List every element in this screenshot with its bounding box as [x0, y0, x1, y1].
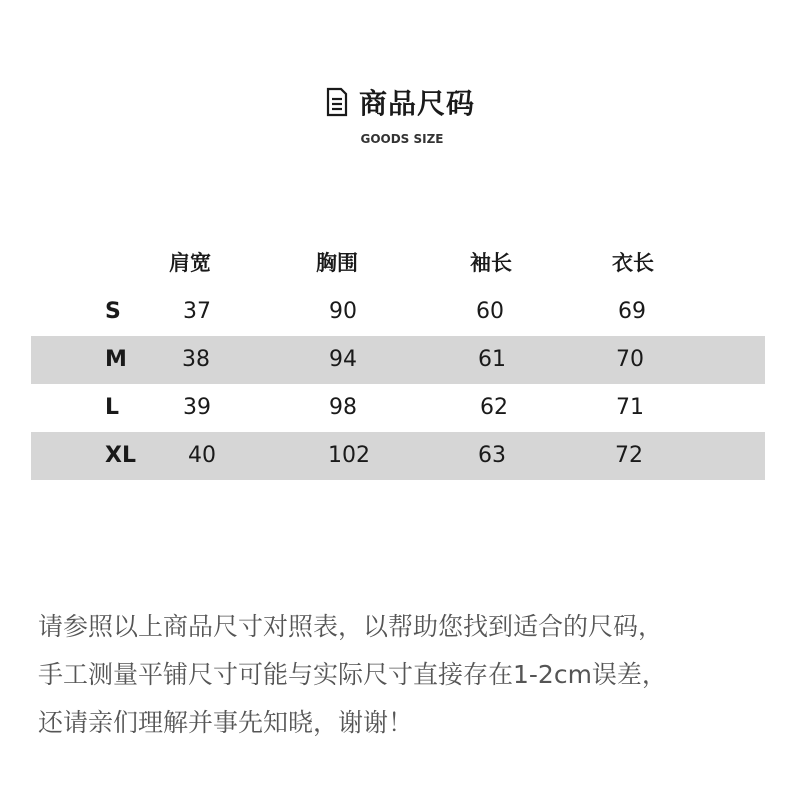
table-row	[31, 384, 765, 432]
sleeve-value: 63	[478, 443, 506, 468]
column-header-sleeve: 袖长	[470, 251, 512, 275]
shoulder-value: 38	[182, 347, 210, 372]
chest-value: 98	[329, 395, 357, 420]
chest-value: 94	[329, 347, 357, 372]
page-subtitle: GOODS SIZE	[360, 132, 444, 146]
length-value: 70	[616, 347, 644, 372]
table-row	[31, 432, 765, 480]
size-label: S	[105, 299, 121, 324]
title-row	[325, 82, 475, 122]
size-label: L	[105, 395, 120, 420]
length-value: 71	[616, 395, 644, 420]
page-title: 商品尺码	[358, 87, 475, 120]
table-row	[31, 336, 765, 384]
shoulder-value: 40	[188, 443, 216, 468]
column-header-shoulder: 肩宽	[169, 251, 211, 275]
document-icon	[325, 87, 349, 117]
sleeve-value: 62	[480, 395, 508, 420]
chest-value: 102	[328, 443, 370, 468]
note-line: 还请亲们理解并事先知晓，谢谢！	[38, 708, 414, 737]
size-table	[31, 240, 765, 480]
shoulder-value: 39	[183, 395, 211, 420]
table-header-row	[31, 240, 765, 288]
page-header	[0, 82, 800, 146]
column-header-length: 衣长	[612, 251, 654, 275]
length-value: 72	[615, 443, 643, 468]
shoulder-value: 37	[183, 299, 211, 324]
size-label: M	[105, 347, 127, 372]
note-line: 手工测量平铺尺寸可能与实际尺寸直接存在1-2cm误差，	[38, 660, 667, 689]
sleeve-value: 60	[476, 299, 504, 324]
column-header-chest: 胸围	[316, 251, 358, 275]
sleeve-value: 61	[478, 347, 506, 372]
chest-value: 90	[329, 299, 357, 324]
size-label: XL	[105, 443, 136, 468]
size-note	[38, 603, 788, 747]
table-row	[31, 288, 765, 336]
note-line: 请参照以上商品尺寸对照表，以帮助您找到适合的尺码，	[38, 612, 664, 641]
length-value: 69	[618, 299, 646, 324]
